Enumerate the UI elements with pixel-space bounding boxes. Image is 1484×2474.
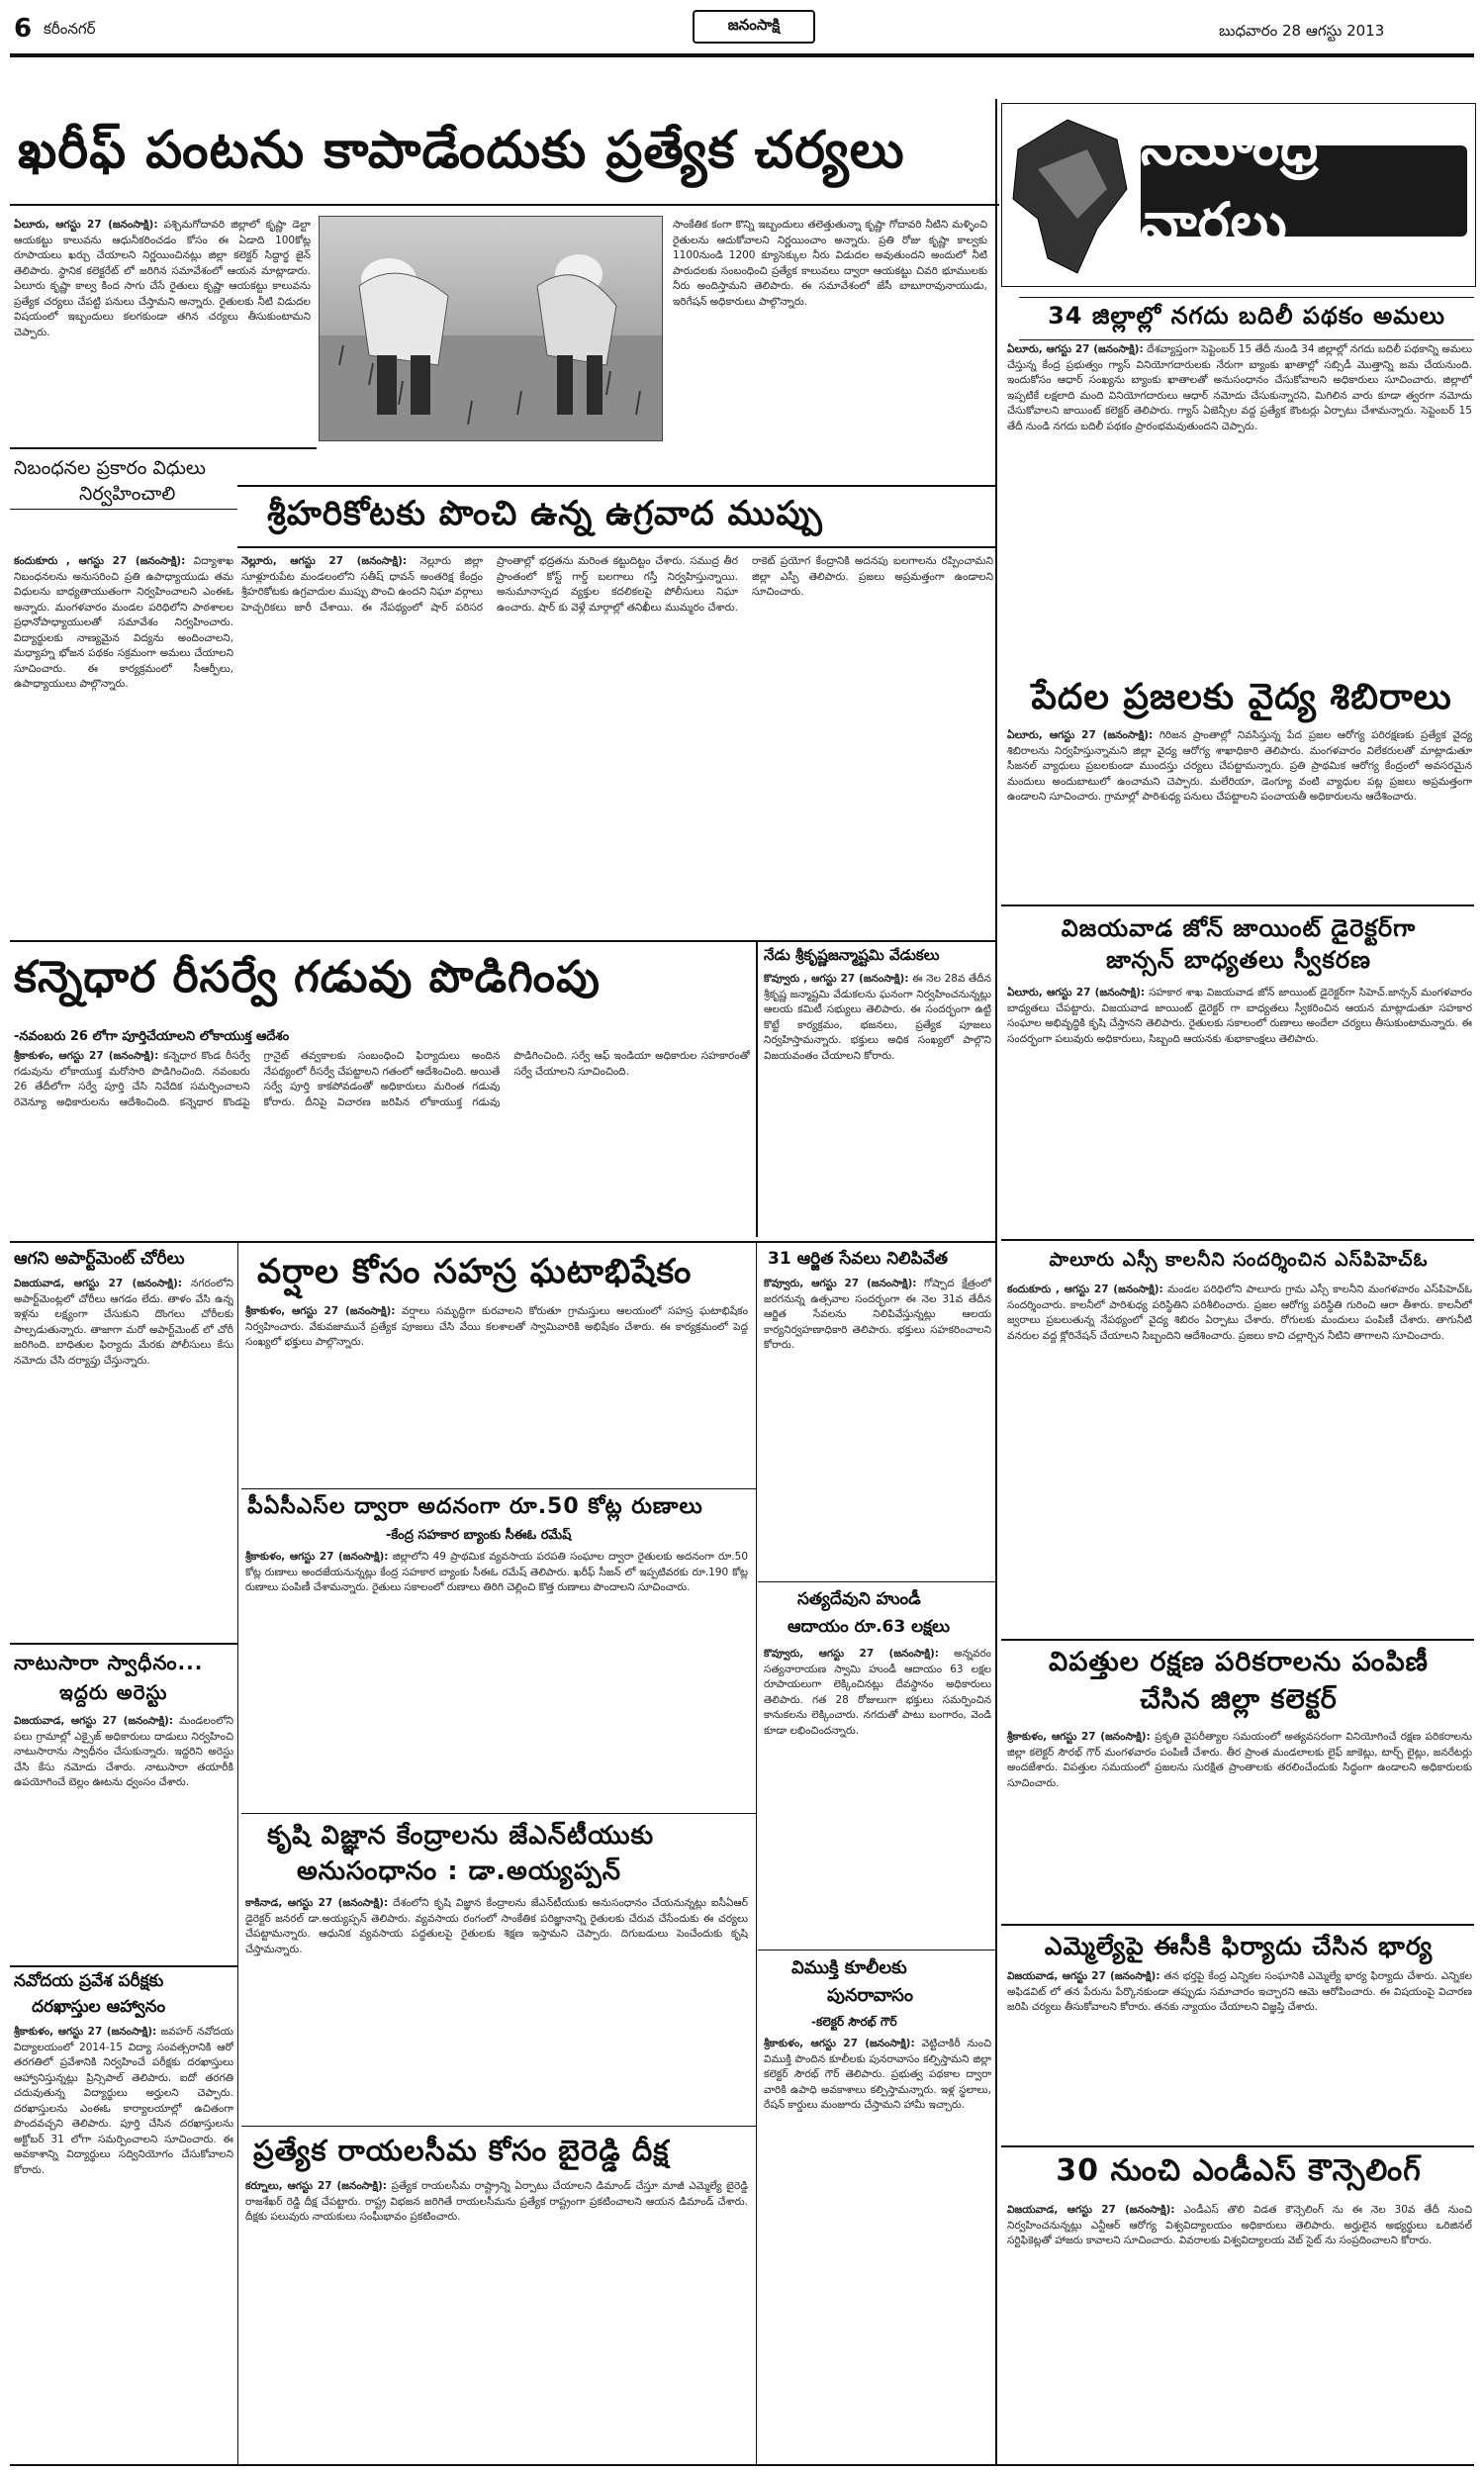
sevalu-body (764, 1277, 991, 1573)
column-divider (237, 1241, 238, 2464)
natusara-body (14, 1714, 233, 1957)
dateline: విజయవాడ, ఆగస్టు 27 (జనంసాక్షి): (14, 1278, 183, 1289)
dateline: ఏలూరు, ఆగస్టు 27 (జనంసాక్షి): (1007, 343, 1144, 355)
dateline: శ్రీకాకుళం, ఆగస్టు 27 (జనంసాక్షి): (764, 2038, 915, 2049)
krishi-body (245, 1896, 748, 2118)
dateline: శ్రీకాకుళం, ఆగస్టు 27 (జనంసాక్షి): (14, 1050, 159, 1062)
rule (10, 204, 999, 206)
kannedhara-headline: కన్నెధార రీసర్వే గడువు పొడిగింపు (14, 952, 601, 1002)
article-body: విద్యాశాఖ నిబంధనలను అనుసరించి ప్రతి ఉపాధ్యాయుడు తమ విధులను బాధ్యతాయుతంగా నిర్వహించాలని ఎంఈఓ అన్నారు. మంగళవారం మండల పరిధిలోని పాఠశాలల ప్రధానోపాధ్యాయులతో సమావేశం నిర్వహించారు. విద్యార్థులకు నాణ్యమైన విద్యను అందించాలని, మధ్యాహ్న భోజన పథకం సక్రమంగా అమలు చేయాలని సూచించారు. ఈ కార్యక్రమంలో సీఆర్పీలు, ఉపాధ్యాయులు పాల్గొన్నారు. (14, 555, 233, 690)
sevalu-headline: 31 ఆర్జిత సేవలు నిలిపివేత (768, 1249, 949, 1269)
dateline: కొవ్వూరు, ఆగస్టు 27 (జనంసాక్షి): (764, 1648, 940, 1660)
rayalaseema-body (245, 2179, 748, 2456)
article-body: కన్నెధార కొండ రీసర్వే గడువును లోకాయుక్త మరోసారి పొడిగించింది. నవంబరు 26 తేదీలోగా సర్వే పూర్తి చేసి నివేదిక సమర్పించాలని రెవెన్యూ అధికారులను ఆదేశించింది. కన్నెధార కొండపై గ్రానైట్ తవ్వకాలకు సంబంధించి ఫిర్యాదులు అందిన నేపథ్యంలో రీసర్వే చేపట్టాలని గతంలో ఆదేశించింది. అయితే సర్వే పూర్తి కాకపోవడంతో అధికారులు మరింత గడువు కోరారు. దీనిపై విచారణ జరిపిన లోకాయుక్త గడువు పొడిగించింది. సర్వే ఆఫ్ ఇండియా అధికారుల సహకారంతో సర్వే చేయాలని సూచించింది. (14, 1050, 750, 1108)
rule (10, 1643, 237, 1645)
column-divider (995, 99, 997, 2464)
rule (1001, 2145, 1474, 2147)
vijayawada-body (1007, 986, 1472, 1233)
krishi-headline-1: కృషి విజ్ఞాన కేంద్రాలను జేఎన్‌టీయుకు (267, 1821, 655, 1851)
article-body: ఈ నెల 28వ తేదీన శ్రీకృష్ణ జన్మాష్టమి వేడుకలను ఘనంగా నిర్వహించనున్నట్లు ఆలయ కమిటీ సభ్యులు తెలిపారు. ఈ సందర్భంగా ఉట్టి కొట్టే కార్యక్రమం, భజనలు, ప్రత్యేక పూజలు నిర్వహిస్తామన్నారు. భక్తులు అధిక సంఖ్యలో పాల్గొని విజయవంతం చేయాలని కోరారు. (764, 973, 991, 1062)
natusara-headline-2: ఇద్దరు అరెస్టు (59, 1680, 168, 1704)
rule (10, 1241, 995, 1243)
navodaya-headline-2: దరఖాస్తుల ఆహ్వానం (32, 1997, 166, 2017)
vimukti-headline-1: విముక్తి కూలీలకు (791, 1957, 907, 1978)
counselling-headline: 30 నుంచి ఎండీఎస్ కౌన్సెలింగ్ (1056, 2153, 1422, 2188)
kharif-body-right: సాంకేతిక కంగా కొన్ని ఇబ్బందులు తలెత్తుతున్నా కృష్ణా గోదావరి నీటిని మళ్ళించి రైతులను ఆదుకోవాలని నిర్ణయించాం అన్నారు. ప్రతి రోజు కృష్ణా కాల్వకు 1100నుండి 1200 క్యూసెక్కుల నీరు విడుదల అవుతుందని అందులో నీటి పారుదలకు సంబంధించి ప్రత్యేక కాలువలు ద్వారా ఆయకట్టు చివరి భూములకు నీరు అందిస్తామని తెలిపారు. ఈ సమావేశంలో జేసీ బాబూరావునాయుడు, ఇరిగేషన్ అధికారులు పాల్గొన్నారు. (673, 219, 987, 308)
dateline: ఏలూరు, ఆగస్టు 27 (జనంసాక్షి): (14, 219, 158, 231)
rule (10, 509, 237, 510)
apartment-body (14, 1277, 233, 1633)
kharif-body-left (14, 218, 311, 435)
rule (241, 2126, 756, 2127)
dateline: విజయవాడ, ఆగస్టు 27 (జనంసాక్షి): (1007, 2204, 1175, 2216)
kannedhara-subhead: -నవంబరు 26 లోగా పూర్తిచేయాలని లోకాయుక్త ఆదేశం (14, 1029, 290, 1044)
palur-headline: పాలూరు ఎస్సీ కాలనీని సందర్శించిన ఎస్‌పిహెచ్‌ఓ (1049, 1249, 1429, 1271)
section-name: కరీంనగర్ (44, 20, 96, 38)
pacs-body (245, 1550, 748, 1807)
medical-camps-headline: పేదల ప్రజలకు వైద్య శిబిరాలు (1031, 677, 1452, 717)
dateline: శ్రీకాకుళం, ఆగస్టు 27 (జనంసాక్షి): (245, 1551, 389, 1563)
masthead-rule (10, 53, 1474, 57)
bottom-rule (10, 2464, 1474, 2466)
pacs-subhead: -కేంద్ర సహకార బ్యాంకు సీఈఓ రమేష్ (386, 1528, 572, 1543)
article-body: తన భర్తపై కేంద్ర ఎన్నికల సంఘానికి ఎమ్మెల్యే భార్య ఫిర్యాదు చేశారు. ఎన్నికల అఫిడవిట్ లో తన పేరును పేర్కొనకుండా తప్పుడు సమాచారం ఇచ్చారని ఆమె ఆరోపించారు. ఈ విషయంపై విచారణ జరిపి చర్యలు తీసుకోవాలని కోరారు. తనకు న్యాయం చేయాలని విజ్ఞప్తి చేశారు. (1007, 1970, 1472, 2013)
paper-logo (693, 10, 815, 44)
rule (241, 1488, 756, 1489)
issue-date: బుధవారం 28 ఆగస్టు 2013 (1219, 22, 1385, 40)
rayalaseema-headline: ప్రత్యేక రాయలసీమ కోసం బైరెడ్డి దీక్ష (253, 2134, 670, 2167)
dateline: నెల్లూరు, ఆగస్టు 27 (జనంసాక్షి): (241, 555, 408, 567)
seemandhra-section-title: సీమాంధ్ర వార్తలు (1141, 145, 1467, 237)
dateline: కొవ్వూరు, ఆగస్టు 27 (జనంసాక్షి): (764, 1278, 917, 1289)
mla-complaint-body (1007, 1969, 1472, 2138)
dateline: విజయవాడ, ఆగస్టు 27 (జనంసాక్షి): (1007, 1970, 1160, 1982)
rule (241, 1813, 756, 1814)
seemandhra-banner (1001, 103, 1476, 287)
article-body: మండలంలోని పలు గ్రామాల్లో ఎక్సైజ్ అధికారులు దాడులు నిర్వహించి నాటుసారాను స్వాధీనం చేసుకున్నారు. ఇద్దరిని అరెస్టు చేసి కేసు నమోదు చేశారు. నాటుసారా తయారీకి ఉపయోగించే బెల్లం ఊటను ధ్వంసం చేశారు. (14, 1715, 233, 1788)
varshala-body (245, 1304, 748, 1482)
hundi-headline-1: సత్యదేవుని హుండీ (797, 1589, 921, 1609)
article-body: నగరంలోని అపార్ట్‌మెంట్లలో చోరీలు ఆగడం లేదు. తాళం వేసి ఉన్న ఇళ్లను లక్ష్యంగా చేసుకుని దొంగలు చోరీలకు పాల్పడుతున్నారు. తాజాగా మరో అపార్ట్‌మెంట్ లో చోరీ జరిగింది. బాధితుల ఫిర్యాదు మేరకు పోలీసులు కేసు నమోదు చేసి దర్యాప్తు చేస్తున్నారు. (14, 1278, 233, 1367)
nibandhana-headline-2: నిర్వహించాలి (79, 483, 176, 505)
kharif-headline: ఖరీఫ్ పంటను కాపాడేందుకు ప్రత్యేక చర్యలు (18, 121, 905, 180)
varshala-headline: వర్షాల కోసం సహస్ర ఘటాభిషేకం (257, 1252, 693, 1291)
vimukti-headline-2: పునరావాసం (827, 1985, 913, 2006)
pacs-headline: పీఏసీఎస్‌ల ద్వారా అదనంగా రూ.50 కోట్ల రుణాలు (247, 1494, 703, 1519)
disaster-kit-headline-1: విపత్తుల రక్షణ పరికరాలను పంపిణీ (1049, 1647, 1429, 1677)
paper-name: జనంసాక్షి (727, 16, 781, 34)
dateline: ఏలూరు, ఆగస్టు 27 (జనంసాక్షి): (1007, 729, 1154, 741)
ap-map-icon (1008, 110, 1137, 278)
column-divider (756, 1241, 757, 2464)
mla-complaint-headline: ఎమ్మెల్యేపై ఈసీకి ఫిర్యాదు చేసిన భార్య (1044, 1932, 1434, 1960)
article-body: ఎండీఎస్ తొలి విడత కౌన్సెలింగ్ ను ఈ నెల 30వ తేదీ నుంచి నిర్వహించనున్నట్లు ఎన్టీఆర్ ఆరోగ్య విశ్వవిద్యాలయం అధికారులు తెలిపారు. అర్హులైన అభ్యర్థులు ఒరిజినల్ సర్టిఫికెట్లతో హాజరు కావాలని సూచించారు. వివరాలకు విశ్వవిద్యాలయ వెబ్ సైట్ ను సంప్రదించాలని కోరారు. (1007, 2204, 1472, 2246)
cash-transfer-body (1007, 342, 1472, 671)
rule (758, 1950, 995, 1951)
krishnashtami-headline: నేడు శ్రీకృష్ణజన్మాష్టమి వేడుకలు (764, 946, 940, 964)
rule (10, 447, 317, 449)
dateline: కర్నూలు, ఆగస్టు 27 (జనంసాక్షి): (245, 2180, 387, 2192)
article-body: జవహర్ నవోదయ విద్యాలయంలో 2014-15 విద్యా సంవత్సరానికి ఆరో తరగతిలో ప్రవేశానికి నిర్వహించే పరీక్షకు దరఖాస్తులు ఆహ్వానిస్తున్నట్లు ప్రిన్సిపాల్ తెలిపారు. ఐదో తరగతి చదువుతున్న విద్యార్థులు అర్హులని చెప్పారు. దరఖాస్తులను ఎంఈఓ కార్యాలయాల్లో ఉచితంగా పొందవచ్చని తెలిపారు. పూర్తి చేసిన దరఖాస్తులను అక్టోబర్ 31 లోగా సమర్పించాలని సూచించారు. ఈ అవకాశాన్ని విద్యార్థులు సద్వినియోగం చేసుకోవాలని కోరారు. (14, 2026, 233, 2176)
dateline: విజయవాడ, ఆగస్టు 27 (జనంసాక్షి): (14, 1715, 174, 1727)
masthead (0, 0, 1484, 49)
article-body: జిల్లాలోని 49 ప్రాథమిక వ్యవసాయ పరపతి సంఘాల ద్వారా రైతులకు అదనంగా రూ.50 కోట్ల రుణాలు అందజేయనున్నట్లు కేంద్ర సహకార బ్యాంకు సీఈఓ రమేష్ తెలిపారు. ఖరీఫ్ సీజన్ లో ఇప్పటివరకు రూ.190 కోట్ల రుణాలు పంపిణీ చేశామన్నారు. రైతులు సకాలంలో రుణాలు తిరిగి చెల్లించి కొత్త రుణాలు పొందాలని సూచించారు. (245, 1551, 748, 1593)
dateline: శ్రీకాకుళం, ఆగస్టు 27 (జనంసాక్షి): (245, 1305, 396, 1317)
vijayawada-headline-2: జాన్సన్ బాధ్యతలు స్వీకరణ (1106, 946, 1371, 974)
navodaya-body (14, 2025, 233, 2430)
counselling-body (1007, 2203, 1472, 2460)
hundi-headline-2: ఆదాయం రూ.63 లక్షలు (788, 1617, 950, 1637)
article-body: దేశంలోని కృషి విజ్ఞాన కేంద్రాలను జేఎన్‌టీయుకు అనుసంధానం చేయనున్నట్లు ఐసీఏఆర్ డైరెక్టర్ జనరల్ డా.అయ్యప్పన్ తెలిపారు. వ్యవసాయ రంగంలో సాంకేతిక పరిజ్ఞానాన్ని రైతులకు చేరువ చేసేందుకు ఈ చర్యలు చేపట్టామన్నారు. ఆధునిక వ్యవసాయ పద్ధతులపై రైతులకు శిక్షణ ఇస్తామని చెప్పారు. దిగుబడులు పెంచేందుకు కృషి చేస్తామన్నారు. (245, 1897, 748, 1955)
dateline: శ్రీకాకుళం, ఆగస్టు 27 (జనంసాక్షి): (14, 2026, 157, 2038)
rule (1001, 904, 1474, 906)
sriharikota-headline: శ్రీహరికోటకు పొంచి ఉన్న ఉగ్రవాద ముప్పు (267, 494, 823, 533)
krishi-headline-2: అనుసంధానం : డా.అయ్యప్పన్ (297, 1856, 622, 1886)
kharif-photo (319, 216, 663, 441)
vijayawada-headline-1: విజయవాడ జోన్ జాయింట్ డైరెక్టర్‌గా (1061, 914, 1417, 942)
cash-transfer-headline: 34 జిల్లాల్లో నగదు బదిలీ పథకం అమలు (1019, 297, 1474, 340)
article-body: వెట్టిచాకిరీ నుంచి విముక్తి పొందిన కూలీలకు పునరావాసం కల్పిస్తామని జిల్లా కలెక్టర్ సౌరభ్ గౌర్ తెలిపారు. ప్రభుత్వ పథకాల ద్వారా వారికి ఉపాధి అవకాశాలు కల్పిస్తామన్నారు. ఇళ్ల స్థలాలు, రేషన్ కార్డులు మంజూరు చేస్తామని హామీ ఇచ్చారు. (764, 2038, 991, 2111)
rule (756, 940, 758, 1237)
article-body: సహకార శాఖ విజయవాడ జోన్ జాయింట్ డైరెక్టర్‌గా సిహెచ్.జాన్సన్ మంగళవారం బాధ్యతలు చేపట్టారు. విజయవాడ జాయింట్ డైరెక్టర్ గా బాధ్యతలు స్వీకరించిన ఆయన మాట్లాడుతూ సహకార సంఘాల అభివృద్ధికి కృషి చేస్తానని తెలిపారు. రైతులకు సకాలంలో రుణాలు అందేలా చర్యలు తీసుకుంటామన్నారు. ఈ సందర్భంగా పలువురు అధికారులు, సిబ్బంది ఆయనకు శుభాకాంక్షలు తెలిపారు. (1007, 987, 1472, 1045)
natusara-headline-1: నాటుసారా స్వాధీనం... (14, 1651, 204, 1674)
disaster-kit-headline-2: చేసిన జిల్లా కలెక్టర్ (1140, 1684, 1338, 1715)
medical-camps-body (1007, 728, 1472, 897)
article-body: ప్రకృతి వైపరీత్యాల సమయంలో అత్యవసరంగా వినియోగించే రక్షణ పరికరాలను జిల్లా కలెక్టర్ సౌరభ్ గౌర్ మంగళవారం పంపిణీ చేశారు. తీర ప్రాంత మండలాలకు లైఫ్ జాకెట్లు, టార్చ్ లైట్లు, జనరేటర్లు అందజేశారు. విపత్తుల సమయంలో ప్రజలను సురక్షిత ప్రాంతాలకు తరలించేందుకు సిద్ధంగా ఉండాలని అధికారులకు సూచించారు. (1007, 1731, 1472, 1789)
vimukti-subhead: -కలెక్టర్ సౌరభ్ గౌర్ (811, 2015, 897, 2029)
page-number: 6 (14, 14, 33, 44)
dateline: కందుకూరు , ఆగస్టు 27 (జనంసాక్షి): (14, 555, 186, 567)
dateline: కాకినాడ, ఆగస్టు 27 (జనంసాక్షి): (245, 1897, 389, 1909)
article-body: పశ్చిమగోదావరి జిల్లాలో కృష్ణా డెల్టా ఆయకట్టు కాలువను ఆధునీకరించడం కోసం ఈ ఏడాది 100కోట్ల రూపాయలు ఖర్చు చేయాలని నిర్ణయించినట్లు జిల్లా కలెక్టర్ సిద్ధార్థ జైన్ తెలిపారు. స్థానిక కలెక్టరేట్ లో జరిగిన సమావేశంలో ఆయన మాట్లాడారు. ఏలూరు కృష్ణా కాల్వ కింద సాగు చేసే రైతులు కృష్ణా ఆయకట్టు కాలువను ప్రత్యేక చర్యలు చేపట్టి పనులు చేస్తామని అన్నారు. రైతులకు నీటి విడుదల విషయంలో ఇబ్బందులు కలగకుండా తగిన చర్యలు తీసుకుంటామని చెప్పారు. (14, 219, 311, 338)
apartment-headline: ఆగని అపార్ట్‌మెంట్ చోరీలు (14, 1249, 185, 1269)
dateline: కొవ్వూరు , ఆగస్టు 27 (జనంసాక్షి): (764, 973, 909, 985)
article-body: మండల పరిధిలోని పాలూరు గ్రామ ఎస్సీ కాలనీని మంగళవారం ఎస్‌పిహెచ్‌ఓ సందర్శించారు. కాలనీలో పారిశుధ్య పరిస్థితిని పరిశీలించారు. ప్రజల ఆరోగ్య పరిస్థితి గురించి ఆరా తీశారు. కాలనీలో జ్వరాలు ప్రబలుతున్న నేపథ్యంలో వైద్య శిబిరం ఏర్పాటు చేశారు. రోగులకు మందులు పంపిణీ చేశారు. తాగునీటి వనరుల వద్ద క్లోరినేషన్ చేయాలని సిబ్బందిని ఆదేశించారు. ప్రజలు కాచి చల్లార్చిన నీటిని తాగాలని సూచించారు. (1007, 1284, 1472, 1342)
kannedhara-body (14, 1049, 750, 1233)
article-body: గిరిజన ప్రాంతాల్లో నివసిస్తున్న పేద ప్రజల ఆరోగ్య పరిరక్షణకు ప్రత్యేక వైద్య శిబిరాలను నిర్వహిస్తున్నామని జిల్లా వైద్య ఆరోగ్య శాఖాధికారి తెలిపారు. మంగళవారం విలేకరులతో మాట్లాడుతూ సీజనల్ వ్యాధులు ప్రబలకుండా ముందస్తు చర్యలు చేపట్టామన్నారు. ప్రతి ప్రాథమిక ఆరోగ్య కేంద్రంలో అవసరమైన మందులు అందుబాటులో ఉంచామని చెప్పారు. మలేరియా, డెంగ్యూ వంటి వ్యాధుల పట్ల ప్రజలు అప్రమత్తంగా ఉండాలని సూచించారు. గ్రామాల్లో పారిశుధ్య పనులు చేపట్టాలని పంచాయతీ అధికారులను ఆదేశించారు. (1007, 729, 1472, 803)
krishnashtami-body (764, 972, 991, 1231)
navodaya-headline-1: నవోదయ ప్రవేశ పరీక్షకు (14, 1971, 164, 1991)
dateline: ఏలూరు, ఆగస్టు 27 (జనంసాక్షి): (1007, 987, 1146, 999)
palur-body (1007, 1283, 1472, 1629)
article-body: ప్రత్యేక రాయలసీమ రాష్ట్రాన్ని ఏర్పాటు చేయాలని డిమాండ్ చేస్తూ మాజీ ఎమ్మెల్యే బైరెడ్డి రాజశేఖర్ రెడ్డి దీక్ష చేపట్టారు. రాష్ట్ర విభజన జరిగితే రాయలసీమను ప్రత్యేక రాష్ట్రంగా ప్రకటించాలని ఆయన డిమాండ్ చేశారు. దీక్షకు పలువురు నాయకులు సంఘీభావం ప్రకటించారు. (245, 2180, 748, 2223)
rule (10, 1965, 237, 1967)
article-body: వర్షాలు సమృద్ధిగా కురవాలని కోరుతూ గ్రామస్తులు ఆలయంలో సహస్ర ఘటాభిషేకం నిర్వహించారు. వేకువజామునే ప్రత్యేక పూజలు చేసి వేయి కలశాలతో స్వామివారికి అభిషేకం చేశారు. ఈ కార్యక్రమంలో పెద్ద సంఖ్యలో భక్తులు పాల్గొన్నారు. (245, 1305, 748, 1348)
article-body: నెల్లూరు జిల్లా సూళ్లూరుపేట మండలంలోని సతీష్ ధావన్ అంతరిక్ష కేంద్రం శ్రీహరికోటకు ఉగ్రవాదుల ముప్పు పొంచి ఉందని నిఘా వర్గాలు హెచ్చరికలు జారీ చేశాయి. ఈ నేపథ్యంలో షార్ పరిసర ప్రాంతాల్లో భద్రతను మరింత కట్టుదిట్టం చేశారు. సముద్ర తీర ప్రాంతంలో కోస్ట్ గార్డ్ బలగాలు గస్తీ నిర్వహిస్తున్నాయి. అనుమానాస్పద వ్యక్తుల కదలికలపై పోలీసులు నిఘా ఉంచారు. షార్ కు వెళ్లే మార్గాల్లో తనిఖీలు ముమ్మరం చేశారు. రాకెట్ ప్రయోగ కేంద్రానికి అదనపు బలగాలను రప్పించామని జిల్లా ఎస్పీ తెలిపారు. ప్రజలు అప్రమత్తంగా ఉండాలని సూచించారు. (241, 555, 993, 614)
rule (1001, 1924, 1474, 1926)
article-body: గోష్పాద క్షేత్రంలో జరగనున్న ఉత్సవాల సందర్భంగా ఈ నెల 31వ తేదీన ఆర్జిత సేవలను నిలిపివేస్తున్నట్లు ఆలయ కార్యనిర్వహణాధికారి తెలిపారు. భక్తులు సహకరించాలని కోరారు. (764, 1278, 991, 1351)
rule (758, 1581, 995, 1582)
article-body: అన్నవరం సత్యనారాయణ స్వామి హుండీ ఆదాయం 63 లక్షల రూపాయలుగా లెక్కించినట్లు దేవస్థానం అధికారులు తెలిపారు. గత 28 రోజులుగా భక్తులు సమర్పించిన కానుకలను లెక్కించారు. నగదుతో పాటు బంగారం, వెండి కూడా లభించిందన్నారు. (764, 1648, 991, 1737)
farmers-transplanting-image (320, 217, 662, 440)
rule (10, 940, 995, 942)
vimukti-body (764, 2037, 991, 2456)
article-body: దేశవ్యాప్తంగా సెప్టెంబర్ 15 తేదీ నుండి 34 జిల్లాల్లో నగదు బదిలీ పథకాన్ని అమలు చేస్తున్న కేంద్ర ప్రభుత్వం గ్యాస్ వినియోగదారులకు నేరుగా బ్యాంకు ఖాతాల్లో సబ్సిడీ మొత్తాన్ని జమ చేయనుంది. ఇందుకోసం ఆధార్ సంఖ్యను బ్యాంకు ఖాతాలతో అనుసంధానం చేసుకోవాలని అధికారులు సూచించారు. జిల్లాలో ఇప్పటికే లక్షలాది మంది వినియోగదారులు ఆధార్ నమోదు చేసుకున్నారని, మిగిలిన వారు కూడా త్వరగా నమోదు చేసుకోవాలని జాయింట్ కలెక్టర్ తెలిపారు. గ్యాస్ ఏజెన్సీల వద్ద ప్రత్యేక కౌంటర్లు ఏర్పాటు చేశామన్నారు. సెప్టెంబర్ 15 తేదీ నుండి నగదు బదిలీ పథకం ప్రారంభమవుతుందని చెప్పారు. (1007, 343, 1472, 432)
dateline: శ్రీకాకుళం, ఆగస్టు 27 (జనంసాక్షి): (1007, 1731, 1151, 1743)
rule (1001, 1639, 1474, 1641)
dateline: కందుకూరు , ఆగస్టు 27 (జనంసాక్షి): (1007, 1284, 1163, 1295)
disaster-kit-body (1007, 1730, 1472, 1918)
hundi-body (764, 1647, 991, 1942)
nibandhana-headline-1: నిబంధనల ప్రకారం విధులు (14, 457, 206, 479)
rule (1001, 1239, 1474, 1241)
